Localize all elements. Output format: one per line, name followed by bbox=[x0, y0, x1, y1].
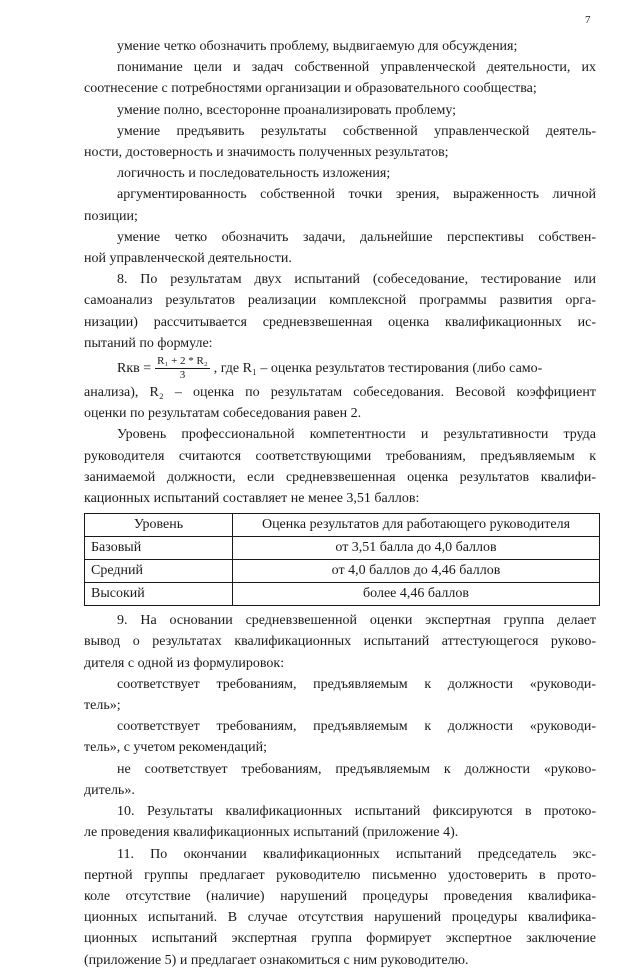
text-line: не соответствует требованиям, предъявляемым к должности «руково- bbox=[117, 761, 596, 777]
text-line: занимаемой должности, если средневзвешенная оценка результатов квалифи- bbox=[84, 469, 596, 485]
text-line: умение полно, всесторонне проанализировать проблему; bbox=[117, 102, 457, 118]
text-line: позиции; bbox=[84, 208, 138, 224]
table-cell-score: от 3,51 балла до 4,0 баллов bbox=[233, 537, 600, 560]
text-line: самоанализ результатов реализации комплексной программы развития орга- bbox=[84, 293, 596, 309]
table-cell-score: более 4,46 баллов bbox=[233, 583, 600, 606]
table-cell-level: Средний bbox=[85, 560, 233, 583]
formula-explanation: , где R₁ – оценка результатов тестирования (либо само- bbox=[213, 360, 543, 376]
text-line: оценки по результатам собеседования равен 2. bbox=[84, 406, 362, 422]
table-cell-level: Высокий bbox=[85, 583, 233, 606]
text-line: анализа), R₂ – оценка по результатам собеседования. Весовой коэффициент bbox=[84, 385, 596, 401]
table-cell-level: Базовый bbox=[85, 537, 233, 560]
text-line: соответствует требованиям, предъявляемым к должности «руководи- bbox=[117, 719, 596, 735]
text-line: коле отсутствие (наличие) нарушений процедуры проведения квалифика- bbox=[84, 888, 596, 904]
text-line: умение четко обозначить задачи, дальнейшие перспективы собствен- bbox=[117, 229, 596, 245]
table-header-cell: Уровень bbox=[85, 514, 233, 537]
qualification-levels-table bbox=[84, 513, 600, 606]
text-line: (приложение 5) и предлагает ознакомиться с ним руководителю. bbox=[84, 952, 469, 968]
text-line: дителя с одной из формулировок: bbox=[84, 655, 285, 671]
table-header-row bbox=[85, 514, 600, 537]
formula-lhs: Rкв = bbox=[117, 360, 152, 376]
table-cell-score: от 4,0 баллов до 4,46 баллов bbox=[233, 560, 600, 583]
text-line: ционных испытаний. В случае отсутствия нарушений процедуры квалифика- bbox=[84, 910, 596, 926]
text-line: 11. По окончании квалификационных испытаний председатель экс- bbox=[117, 846, 596, 862]
text-line: ности, достоверность и значимость полученных результатов; bbox=[84, 145, 449, 161]
text-line: дитель». bbox=[84, 782, 135, 798]
page-body bbox=[84, 36, 596, 971]
text-line: логичность и последовательность изложения; bbox=[117, 166, 391, 182]
text-line: низации) рассчитывается средневзвешенная оценка квалификационных ис- bbox=[84, 314, 596, 330]
table-row bbox=[85, 583, 600, 606]
text-line: соотнесение с потребностями организации и образовательного сообщества; bbox=[84, 81, 537, 97]
text-line: руководителя считаются соответствующими требованиям, предъявляемым к bbox=[84, 448, 596, 464]
text-line: пытаний по формуле: bbox=[84, 335, 213, 351]
text-line: ной управленческой деятельности. bbox=[84, 251, 292, 267]
table-row bbox=[85, 537, 600, 560]
text-line: ционных испытаний экспертная группа формирует экспертное заключение bbox=[84, 931, 596, 947]
formula-numerator: R₁ + 2 * R₂ bbox=[157, 355, 208, 368]
text-line: Уровень профессиональной компетентности и результативности труда bbox=[117, 427, 596, 443]
formula-denominator: 3 bbox=[179, 369, 186, 382]
text-line: тель»; bbox=[84, 698, 121, 714]
text-line: 8. По результатам двух испытаний (собеседование, тестирование или bbox=[117, 272, 596, 288]
text-line: тель», с учетом рекомендаций; bbox=[84, 740, 268, 756]
page-number: 7 bbox=[585, 14, 591, 26]
text-line: умение предъявить результаты собственной управленческой деятель- bbox=[117, 123, 596, 139]
text-line: пертной группы предлагает руководителю письменно удостоверить в прото- bbox=[84, 867, 596, 883]
formula-line bbox=[84, 355, 596, 382]
table-row bbox=[85, 560, 600, 583]
text-line: 10. Результаты квалификационных испытаний фиксируются в протоко- bbox=[117, 804, 596, 820]
text-line: умение четко обозначить проблему, выдвигаемую для обсуждения; bbox=[117, 39, 518, 54]
formula-fraction bbox=[155, 355, 210, 382]
text-line: кационных испытаний составляет не менее 3,51 баллов: bbox=[84, 491, 420, 507]
text-line: соответствует требованиям, предъявляемым к должности «руководи- bbox=[117, 676, 596, 692]
text-line: понимание цели и задач собственной управленческой деятельности, их bbox=[117, 60, 596, 76]
text-line: ле проведения квалификационных испытаний (приложение 4). bbox=[84, 825, 459, 841]
text-line: аргументированность собственной точки зрения, выраженность личной bbox=[117, 187, 596, 203]
table-header-cell: Оценка результатов для работающего руководителя bbox=[233, 514, 600, 537]
text-line: вывод о результатах квалификационных испытаний аттестующегося руково- bbox=[84, 634, 596, 650]
text-line: 9. На основании средневзвешенной оценки экспертная группа делает bbox=[117, 613, 596, 629]
